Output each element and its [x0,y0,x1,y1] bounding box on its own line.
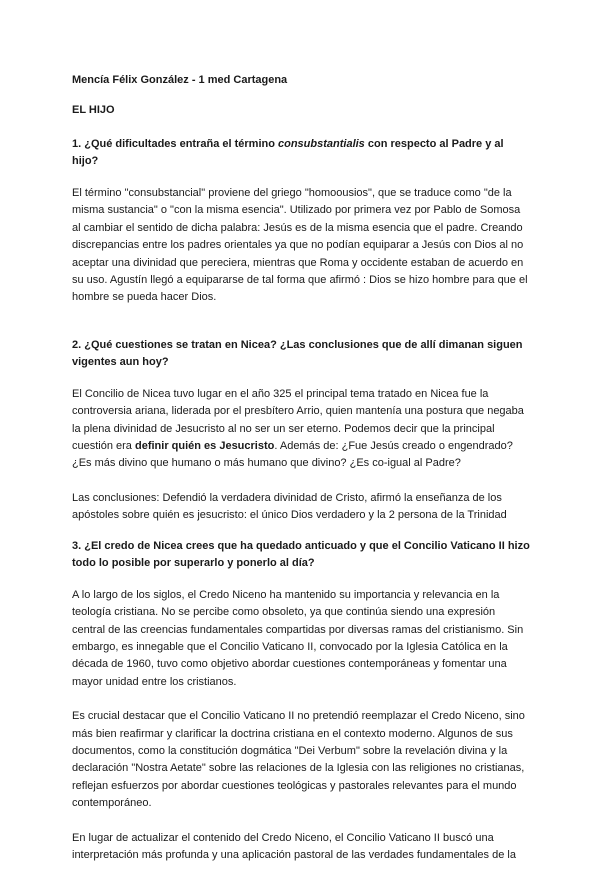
answer-2-highlight: definir quién es Jesucristo [134,440,275,453]
answer-2-text: El Concilio de Nicea tuvo lugar en el año 325 el principal tema tratado en Nicea fue la controversia ariana, liderada por el presbítero Arrio, quien mantenía una postura que negaba la plena divinidad de Jesucristo al no ser un ser eterno. Podemos decir que la principal cuestión era [72,387,524,453]
answer-3-paragraph-2: Es crucial destacar que el Concilio Vaticano II no pretendió reemplazar el Credo Niceno, sino más bien reafirmar y clarificar la doctrina cristiana en el contexto moderno. Algunos de sus documentos, como la constitución dogmática "Dei Verbum" sobre la revelación divina y la declaración "Nostra Aetate" sobre las relaciones de la Iglesia con las religiones no cristianas, reflejan esfuerzos por abordar cuestiones teológicas y pastorales relevantes para el mundo contemporáneo. [72,710,525,810]
question-1-text: 1. ¿Qué dificultades entraña el término [72,138,278,150]
answer-1: El término "consubstancial" proviene del griego "homoousios", que se traduce como "de la misma sustancia" o "con la misma esencia". Utilizado por primera vez por Pablo de Somosa al cambiar el sentido de dicha palabra: Jesús es de la misma esencia que el padre. Creando discrepancias entre los padres orientales ya que no podían equiparar a Jesús con Dios al no aceptar una divinidad que pereciera, mientras que Roma y occidente estaban de acuerdo en su uso. Agustín llegó a equipararse de tal forma que afirmó : Dios se hizo hombre para que el hombre se pueda hacer Dios. [72,187,528,304]
section-title: EL HIJO [72,104,115,116]
question-1-text-end: con respecto al Padre y al hijo? [72,138,504,167]
answer-3-paragraph-3: En lugar de actualizar el contenido del Credo Niceno, el Concilio Vaticano II buscó una interpretación más profunda y una aplicación pastoral de las verdades fundamentales de la [72,831,516,861]
answer-2-paragraph-2: Las conclusiones: Defendió la verdadera divinidad de Cristo, afirmó la enseñanza de los apóstoles sobre quién es jesucristo: el único Dios verdadero y la 2 persona de la Trinidad [72,491,507,522]
question-1 [72,136,530,170]
author-header: Mencía Félix González - 1 med Cartagena [72,74,288,86]
question-3: 3. ¿El credo de Nicea crees que ha quedado anticuado y que el Concilio Vaticano II hizo todo lo posible por superarlo y ponerlo al día? [72,539,530,569]
answer-2-paragraph-1 [72,386,530,473]
question-1-term: consubstantialis [278,138,365,150]
document-page [72,72,530,881]
question-2: 2. ¿Qué cuestiones se tratan en Nicea? ¿Las conclusiones que de allí dimanan siguen vigentes aun hoy? [72,338,523,368]
answer-3-paragraph-1: A lo largo de los siglos, el Credo Niceno ha mantenido su importancia y relevancia en la teología cristiana. No se percibe como obsoleto, ya que continúa siendo una expresión central de las creencias fundamentales compartidas por diversas ramas del cristianismo. Sin embargo, es innegable que el Concilio Vaticano II, convocado por la Iglesia Católica en la década de 1960, tuvo como objetivo abordar cuestiones contemporáneas y fomentar una mayor unidad entre los cristianos. [72,588,524,688]
answer-2-text-end: . Además de: ¿Fue Jesús creado o engendrado? ¿Es más divino que humano o más humano que divino? ¿Es co-igual al Padre? [72,440,513,470]
